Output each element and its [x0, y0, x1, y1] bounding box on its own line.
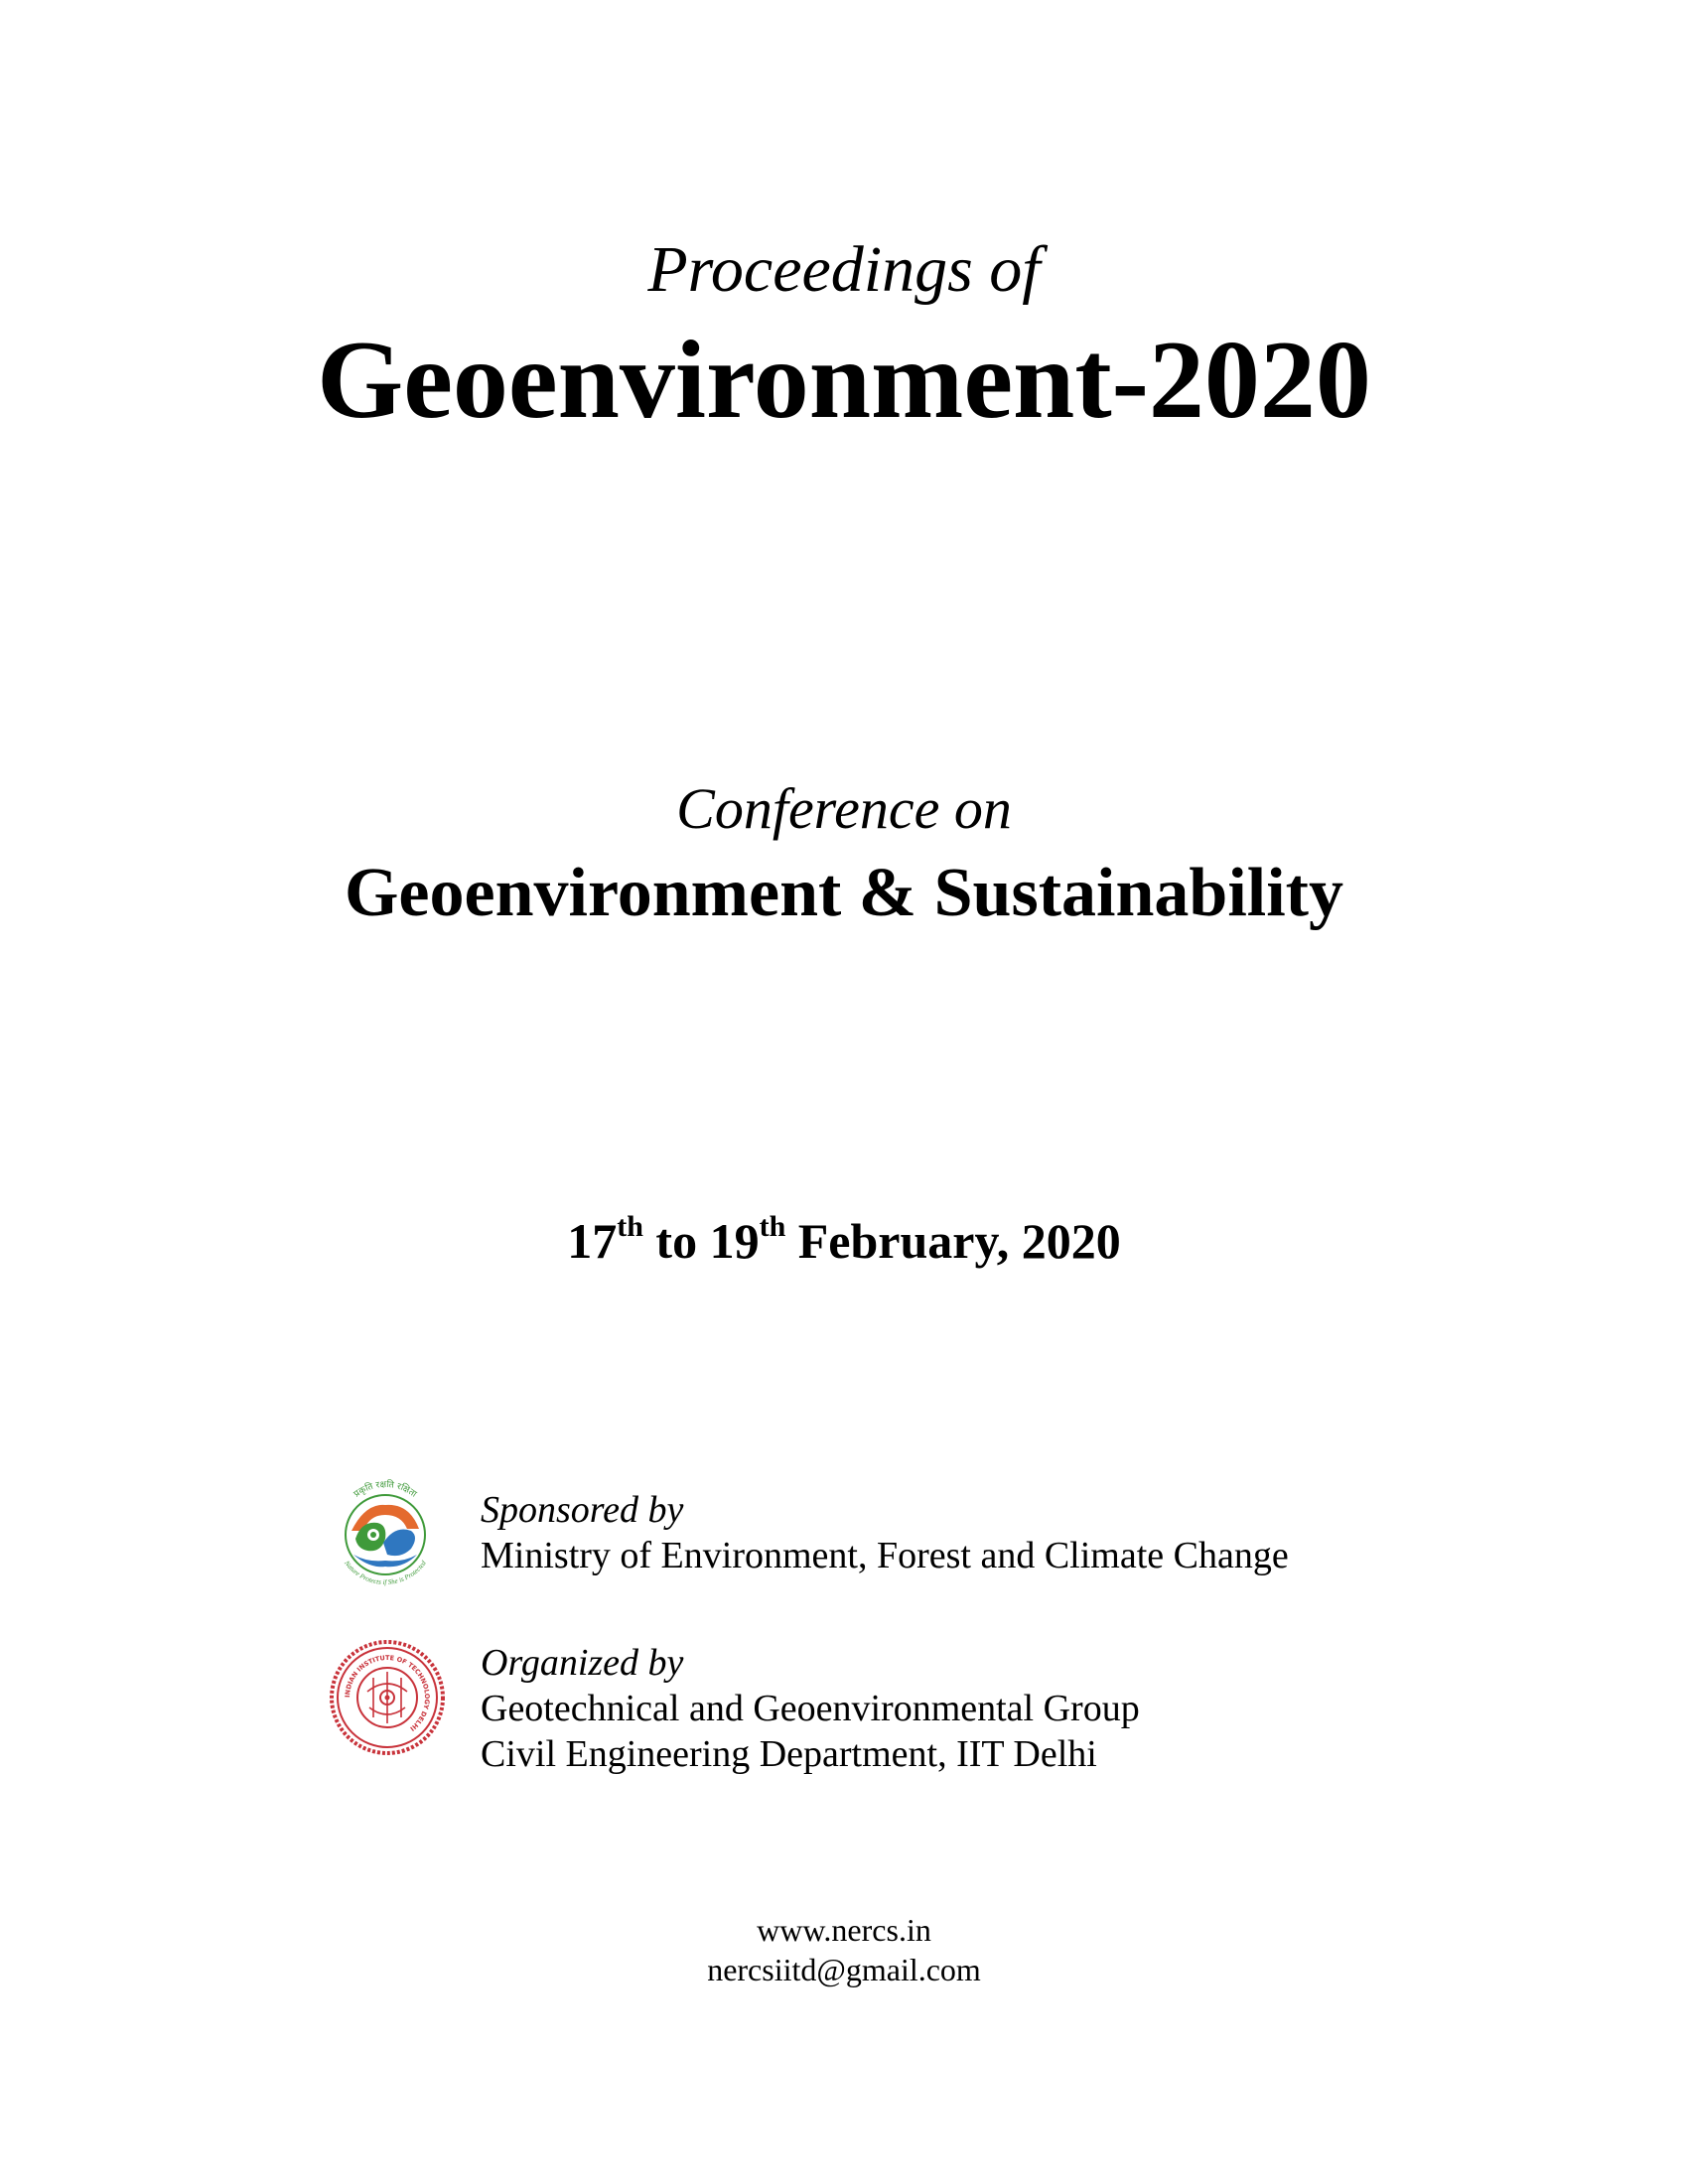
proceedings-label: Proceedings of [647, 233, 1041, 306]
moefcc-emblem-icon [326, 1473, 445, 1592]
sponsor-role: Sponsored by [481, 1489, 684, 1531]
moefcc-motto-top: प्रकृति रक्षति रक्षिता [352, 1479, 419, 1500]
conference-dates [0, 1209, 1688, 1273]
conference-title: Geoenvironment & Sustainability [344, 855, 1343, 931]
sponsor-name: Ministry of Environment, Forest and Climate Change [481, 1535, 1289, 1576]
organizer-department: Civil Engineering Department, IIT Delhi [481, 1733, 1097, 1775]
organizer-group: Geotechnical and Geoenvironmental Group [481, 1688, 1140, 1729]
website-link[interactable]: www.nercs.in [757, 1912, 931, 1948]
month-year: February, 2020 [797, 1213, 1121, 1269]
conference-label: Conference on [676, 776, 1012, 841]
iit-delhi-seal-icon [328, 1638, 447, 1757]
organizer-block [481, 1640, 1140, 1777]
date-connector: to [655, 1213, 698, 1269]
proceedings-title: Geoenvironment-2020 [317, 319, 1371, 442]
contact-block [0, 1910, 1688, 1989]
organizer-role: Organized by [481, 1642, 684, 1684]
sponsor-block [481, 1487, 1289, 1578]
start-day-suffix: th [617, 1210, 643, 1244]
email-link[interactable]: nercsiitd@gmail.com [707, 1952, 981, 1987]
end-day-suffix: th [759, 1210, 786, 1244]
iitd-seal-text: INDIAN INSTITUTE OF TECHNOLOGY DELHI [343, 1653, 432, 1733]
moefcc-motto-bottom: Nature Protects if She is Protected [343, 1559, 428, 1587]
start-day: 17 [567, 1213, 618, 1269]
end-day: 19 [709, 1213, 760, 1269]
